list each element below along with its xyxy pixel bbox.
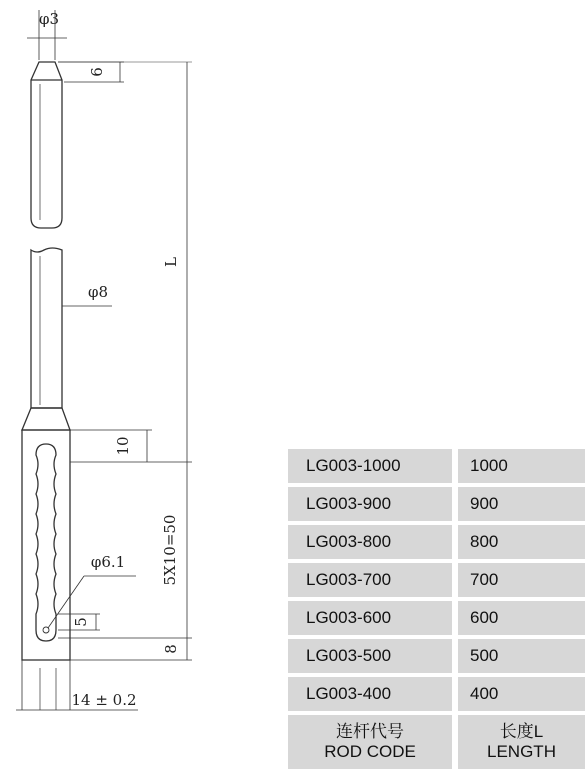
table-cell-code: LG003-400 [288,677,452,711]
table-cell-code: LG003-800 [288,525,452,559]
table-cell-code: LG003-500 [288,639,452,673]
table-cell-length: 800 [458,525,585,559]
rod-upper-segment [31,62,62,228]
table-cell-code: LG003-700 [288,563,452,597]
table-cell-length: 900 [458,487,585,521]
tip-taper-length-label: 6 [88,67,106,77]
rod-code-table [288,449,585,769]
overall-length-label: L [162,257,180,267]
header-code-cn: 连杆代号 [336,722,404,741]
holder-block [22,430,70,660]
header-length-en: LENGTH [487,742,556,761]
slot-pitch-label: 5X10=50 [161,514,179,586]
rod-diameter-label: φ8 [87,283,109,301]
table-cell-code: LG003-600 [288,601,452,635]
table-cell-length: 400 [458,677,585,711]
hole-diameter-label: φ6.1 [90,553,126,571]
table-cell-length: 700 [458,563,585,597]
table-cell-code: LG003-900 [288,487,452,521]
wavy-slot [36,444,56,641]
neck-length-label: 10 [114,436,132,456]
table-cell-length: 600 [458,601,585,635]
tip-diameter-label: φ3 [38,10,60,28]
table-cell-length: 1000 [458,449,585,483]
end-offset-label: 5 [72,617,90,627]
header-length-cn: 长度L [499,722,544,741]
bottom-length-label: 8 [162,644,180,654]
header-code-en: ROD CODE [324,742,416,761]
table-cell-length: 500 [458,639,585,673]
table-header-code [288,715,452,769]
table-cell-code: LG003-1000 [288,449,452,483]
width-label: 14 ± 0.2 [71,691,137,709]
table-header-length [458,715,585,769]
rod-lower-segment [31,248,62,408]
